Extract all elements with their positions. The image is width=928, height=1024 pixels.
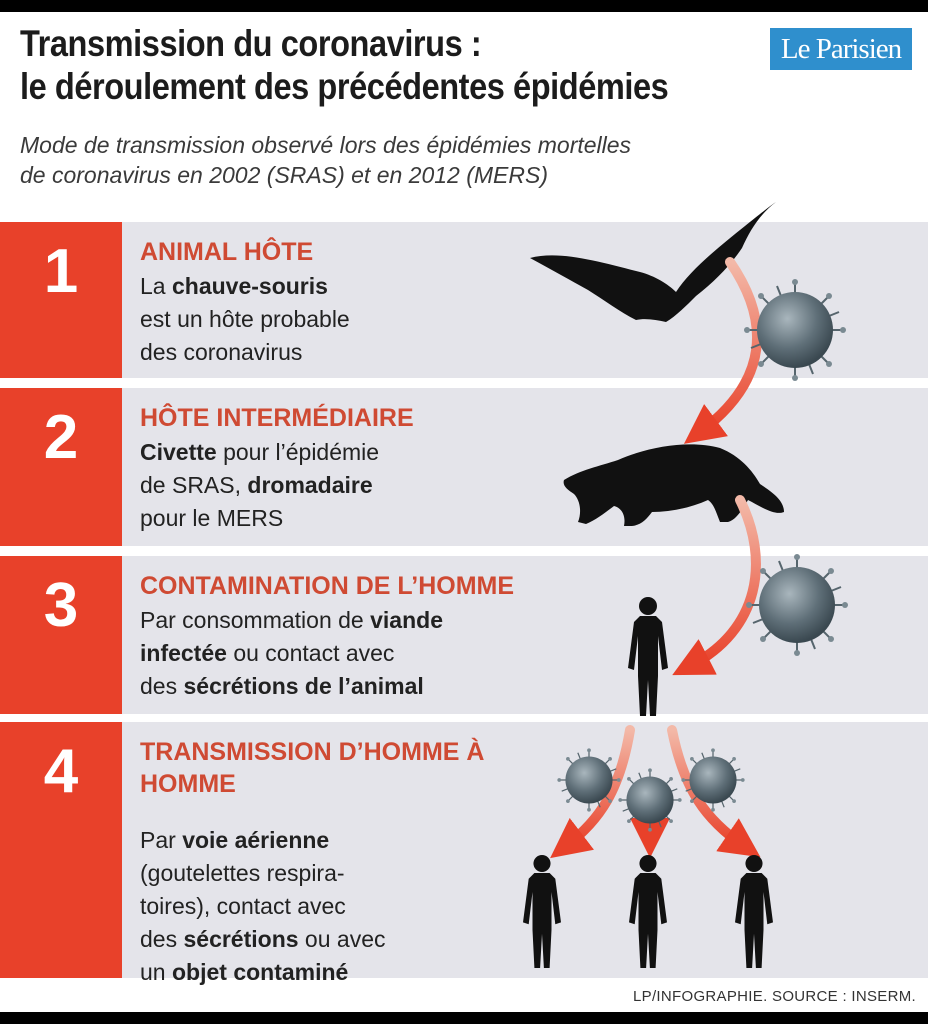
text-run: (goutelettes respira- — [140, 860, 345, 886]
step-heading: HÔTE INTERMÉDIAIRE — [140, 404, 414, 432]
text-run: Par consommation de — [140, 607, 371, 633]
description-line — [140, 604, 560, 637]
step-description — [140, 824, 560, 989]
bold-text-run: dromadaire — [247, 472, 373, 498]
description-line — [140, 336, 560, 369]
subtitle-line-2: de coronavirus en 2002 (SRAS) et en 2012 (MERS) — [20, 162, 548, 188]
step-heading: ANIMAL HÔTE — [140, 238, 314, 266]
bold-text-run: sécrétions de l’animal — [183, 673, 424, 699]
le-parisien-logo: Le Parisien — [770, 28, 912, 70]
step-row-3 — [0, 556, 928, 714]
subtitle-line-1: Mode de transmission observé lors des épidémies mortelles — [20, 132, 632, 158]
description-line — [140, 270, 560, 303]
bold-text-run: chauve-souris — [171, 273, 328, 299]
text-run: des coronavirus — [140, 339, 303, 365]
description-line — [140, 824, 560, 857]
description-line — [140, 436, 560, 469]
step-heading: CONTAMINATION DE L’HOMME — [140, 572, 515, 600]
bold-text-run: voie aérienne — [182, 827, 330, 853]
bold-text-run: infectée — [140, 640, 227, 666]
description-line — [140, 923, 560, 956]
page-title — [20, 22, 671, 108]
text-run: toires), contact avec — [140, 893, 346, 919]
title-line-1: Transmission du coronavirus : — [20, 23, 482, 64]
text-run: La — [140, 273, 172, 299]
text-run: Par — [140, 827, 183, 853]
step-description — [140, 436, 560, 535]
step-number: 2 — [0, 388, 122, 546]
title-line-2: le déroulement des précédentes épidémies — [20, 66, 669, 107]
description-line — [140, 469, 560, 502]
text-run: ou avec — [298, 926, 386, 952]
bold-text-run: sécrétions — [183, 926, 299, 952]
description-line — [140, 670, 560, 703]
step-row-4 — [0, 722, 928, 985]
text-run: des — [140, 673, 184, 699]
bold-text-run: objet contaminé — [171, 959, 349, 985]
step-description — [140, 270, 560, 369]
bold-text-run: Civette — [140, 439, 217, 465]
step-row-1 — [0, 222, 928, 378]
top-border — [0, 0, 928, 12]
text-run: un — [140, 959, 172, 985]
step-description — [140, 604, 560, 703]
page-subtitle — [20, 130, 820, 190]
description-line — [140, 502, 560, 535]
step-number: 3 — [0, 556, 122, 714]
text-run: est un hôte probable — [140, 306, 350, 332]
step-row-2 — [0, 388, 928, 546]
source-credit: LP/INFOGRAPHIE. SOURCE : INSERM. — [633, 988, 916, 1005]
text-run: pour le MERS — [140, 505, 284, 531]
description-line — [140, 637, 560, 670]
step-heading: TRANSMISSION D’HOMME À HOMME — [140, 738, 485, 798]
text-run: pour l’épidémie — [216, 439, 380, 465]
bottom-border — [0, 1012, 928, 1024]
text-run: des — [140, 926, 184, 952]
description-line — [140, 303, 560, 336]
step-number: 1 — [0, 222, 122, 378]
text-run: de SRAS, — [140, 472, 248, 498]
description-line — [140, 857, 560, 890]
step-number: 4 — [0, 722, 122, 978]
description-line — [140, 890, 560, 923]
text-run: ou contact avec — [226, 640, 395, 666]
description-line — [140, 956, 560, 989]
bold-text-run: viande — [370, 607, 443, 633]
